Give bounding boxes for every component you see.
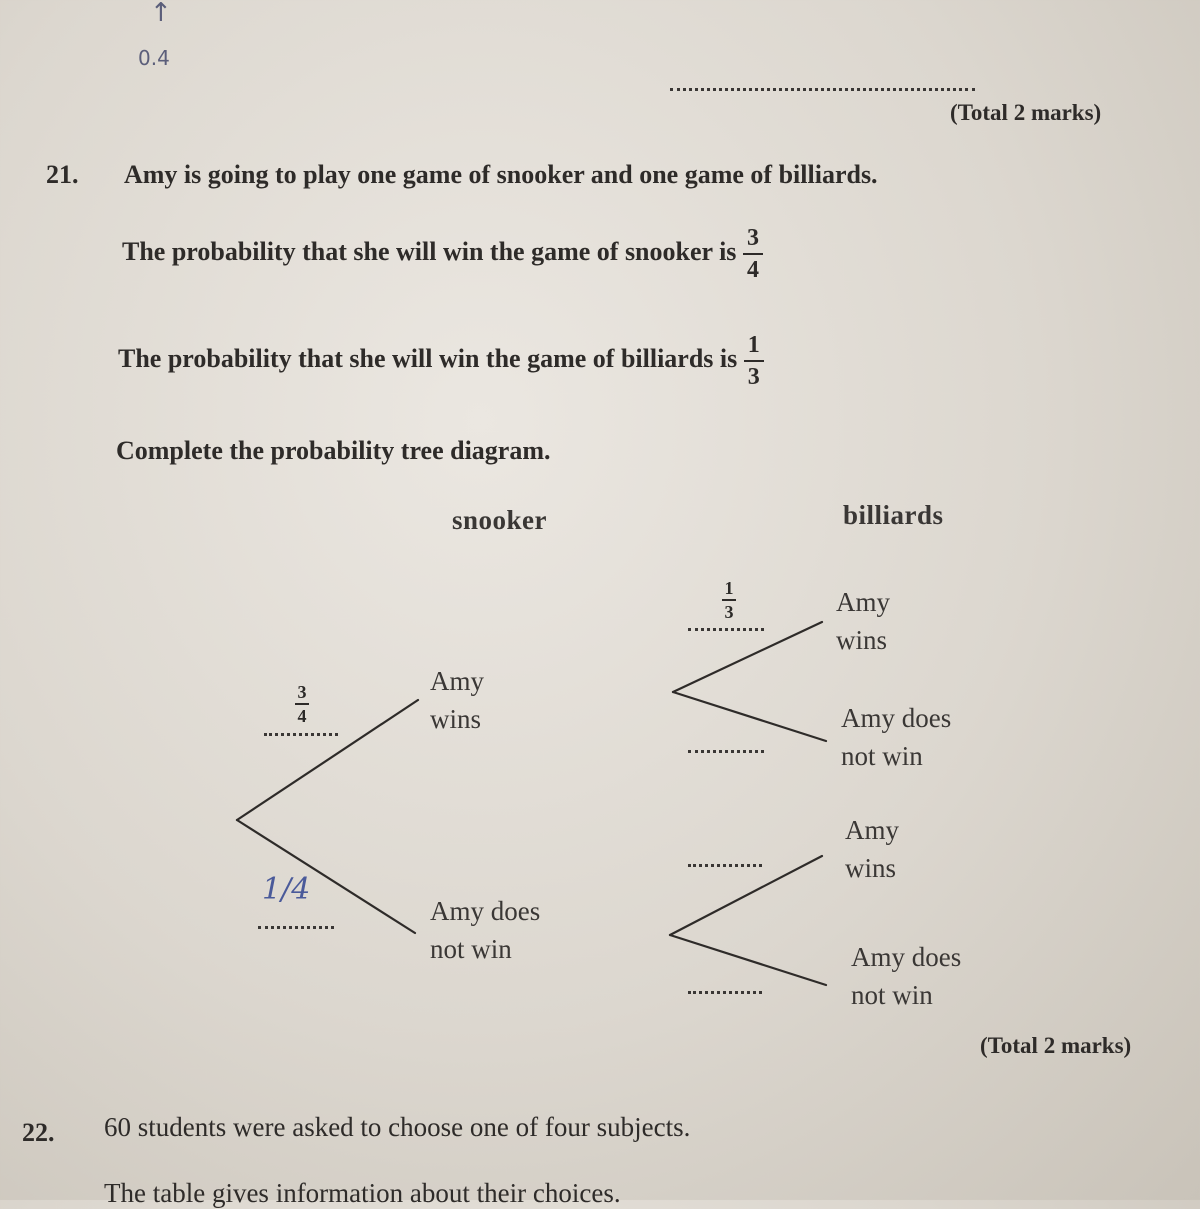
label-line-1: Amy does bbox=[430, 896, 541, 926]
question-22-text: 60 students were asked to choose one of four subjects. bbox=[104, 1112, 691, 1142]
question-22-number: 22. bbox=[22, 1118, 55, 1147]
label-line-2: wins bbox=[836, 625, 888, 655]
q20-total-marks: (Total 2 marks) bbox=[950, 100, 1102, 125]
snooker-lose-handwritten-answer[interactable]: 1/4 bbox=[262, 872, 311, 907]
fraction-bar bbox=[722, 599, 736, 601]
label-line-2: not win bbox=[851, 980, 933, 1010]
snooker-lose-label bbox=[430, 892, 540, 968]
label-line-1: Amy does bbox=[841, 703, 952, 733]
label-line-1: Amy bbox=[845, 815, 899, 845]
billiards-top-win-label bbox=[836, 583, 890, 659]
billiards-top-lose-label bbox=[841, 699, 951, 775]
label-line-1: Amy bbox=[836, 587, 890, 617]
question-number: 21. bbox=[46, 160, 79, 189]
label-line-2: wins bbox=[430, 704, 482, 734]
q21-total-marks: (Total 2 marks) bbox=[980, 1033, 1132, 1058]
branch-snooker-win bbox=[237, 700, 418, 820]
fraction-bar bbox=[295, 703, 309, 705]
snooker-win-answer-line[interactable] bbox=[264, 733, 338, 736]
snooker-win-probability bbox=[295, 683, 309, 725]
fraction-numerator: 3 bbox=[297, 682, 307, 702]
question-22-partial-line: The table gives information about their choices. bbox=[104, 1178, 621, 1208]
fraction-numerator: 1 bbox=[747, 332, 760, 358]
fraction-denominator: 4 bbox=[746, 257, 759, 283]
label-line-1: Amy does bbox=[851, 942, 962, 972]
branch-billiards-bottom-lose bbox=[670, 935, 826, 985]
question-intro: Amy is going to play one game of snooker and one game of billiards. bbox=[124, 160, 878, 189]
handwritten-note-value: 0.4 bbox=[138, 46, 170, 70]
snooker-sentence-text: The probability that she will win the game of snooker is bbox=[122, 236, 737, 266]
billiards-top-lose-answer-line[interactable] bbox=[688, 750, 764, 753]
billiards-bottom-win-answer-line[interactable] bbox=[688, 864, 762, 867]
fraction-numerator: 1 bbox=[724, 578, 734, 598]
label-line-2: not win bbox=[430, 934, 512, 964]
billiards-bottom-lose-label bbox=[851, 938, 961, 1014]
branch-billiards-bottom-win bbox=[670, 856, 822, 935]
billiards-top-win-answer-line[interactable] bbox=[688, 628, 764, 631]
fraction-denominator: 4 bbox=[297, 706, 307, 726]
fraction-denominator: 3 bbox=[724, 602, 734, 622]
billiards-sentence-text: The probability that she will win the game of billiards is bbox=[118, 343, 738, 373]
billiards-top-win-probability bbox=[722, 579, 736, 621]
handwritten-arrow: ↑ bbox=[150, 0, 172, 28]
branch-billiards-top-win bbox=[673, 622, 822, 692]
heading-snooker: snooker bbox=[452, 505, 548, 535]
label-line-2: wins bbox=[845, 853, 897, 883]
billiards-bottom-win-label bbox=[845, 811, 899, 887]
snooker-win-label bbox=[430, 662, 484, 738]
billiards-bottom-lose-answer-line[interactable] bbox=[688, 991, 762, 994]
snooker-lose-answer-line[interactable] bbox=[258, 926, 334, 929]
label-line-2: not win bbox=[841, 741, 923, 771]
fraction-denominator: 3 bbox=[747, 364, 760, 390]
instruction: Complete the probability tree diagram. bbox=[116, 436, 551, 465]
heading-billiards: billiards bbox=[843, 500, 944, 530]
branch-billiards-top-lose bbox=[673, 692, 826, 741]
label-line-1: Amy bbox=[430, 666, 484, 696]
fraction-numerator: 3 bbox=[746, 225, 759, 251]
